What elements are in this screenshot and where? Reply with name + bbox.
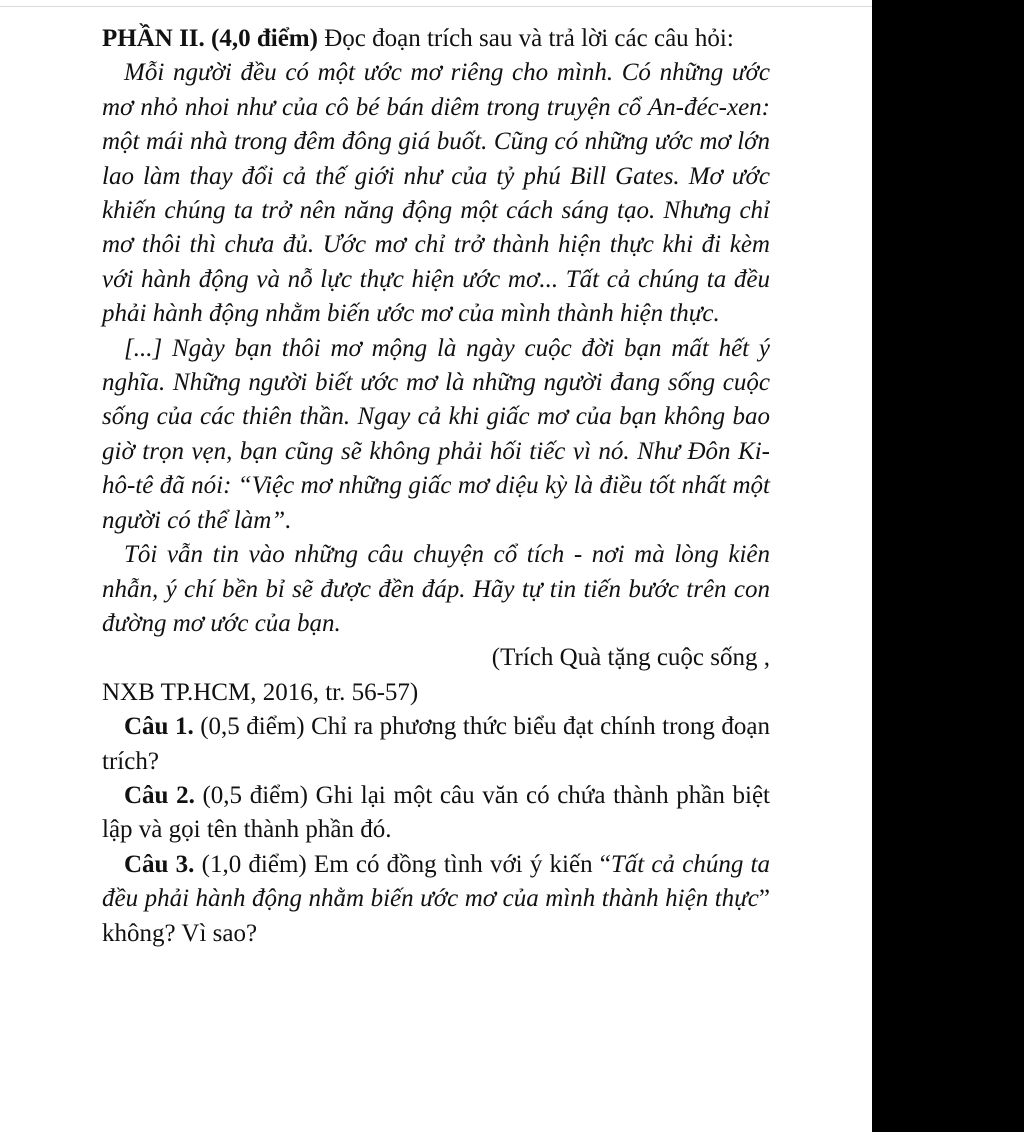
question-1-label: Câu 1. (124, 713, 194, 741)
question-3-text-before: (1,0 điểm) Em có đồng tình với ý kiến “ (194, 850, 611, 878)
question-2-text: (0,5 điểm) Ghi lại một câu văn có chứa thành phần biệt lập và gọi tên thành phần đó. (102, 781, 770, 844)
question-2-label: Câu 2. (124, 781, 195, 809)
question-2 (102, 779, 770, 848)
question-3-quote: Tất cả chúng ta đều phải hành động nhằm biến ước mơ của mình thành hiện thực (102, 850, 770, 913)
question-1-text: (0,5 điểm) Chỉ ra phương thức biểu đạt chính trong đoạn trích? (102, 713, 770, 775)
right-black-margin (872, 0, 1024, 1132)
passage-paragraph-2: [...] Ngày bạn thôi mơ mộng là ngày cuộc đời bạn mất hết ý nghĩa. Những người biết ước mơ là những người đang sống cuộc sống của các thiên thần. Ngay cả khi giấc mơ của bạn không bao giờ trọn vẹn, bạn cũng sẽ không phải hối tiếc vì nó. Như Đôn Ki-hô-tê đã nói: “Việc mơ những giấc mơ diệu kỳ là điều tốt nhất một người có thể làm”. (102, 334, 770, 534)
exam-document (102, 22, 770, 951)
top-divider (0, 6, 872, 7)
section-instruction: Đọc đoạn trích sau và trả lời các câu hỏi: (317, 25, 734, 52)
question-3-label: Câu 3. (124, 850, 195, 878)
source-citation-line-2: NXB TP.HCM, 2016, tr. 56-57) (102, 678, 419, 706)
section-heading: PHẦN II. (4,0 điểm) (102, 25, 318, 52)
passage-paragraph-3: Tôi vẫn tin vào những câu chuyện cổ tích - nơi mà lòng kiên nhẫn, ý chí bền bỉ sẽ được đền đáp. Hãy tự tin tiến bước trên con đường mơ ước của bạn. (102, 541, 770, 637)
question-1 (102, 710, 770, 779)
question-3-text-after: ” không? Vì sao? (102, 885, 770, 947)
section-header (102, 22, 770, 56)
source-citation-line-1: (Trích Quà tặng cuộc sống , (491, 644, 770, 672)
passage-paragraph-1: Mỗi người đều có một ước mơ riêng cho mình. Có những ước mơ nhỏ nhoi như của cô bé bán diêm trong truyện cổ An-đéc-xen: một mái nhà trong đêm đông giá buốt. Cũng có những ước mơ lớn lao làm thay đổi cả thế giới như của tỷ phú Bill Gates. Mơ ước khiến chúng ta trở nên năng động một cách sáng tạo. Nhưng chỉ mơ thôi thì chưa đủ. Ước mơ chỉ trở thành hiện thực khi đi kèm với hành động và nỗ lực thực hiện ước mơ... Tất cả chúng ta đều phải hành động nhằm biến ước mơ của mình thành hiện thực. (102, 59, 770, 328)
question-3 (102, 848, 770, 951)
